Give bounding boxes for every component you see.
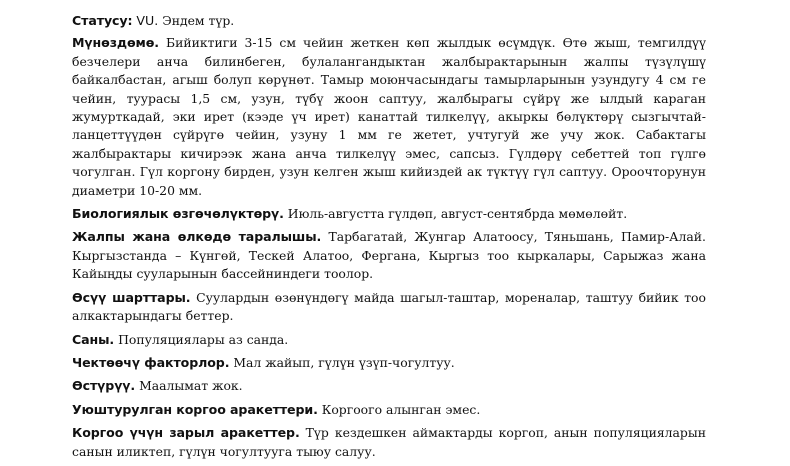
protection-needed-label: Коргоо үчүн зарыл аракеттер. (72, 425, 300, 441)
description-text: Бийиктиги 3-15 см чейин жеткен көп жылдык өсүмдүк. Өтө жыш, темгилдүү безчелери анча билинбеген, булалангандыктан жалбырактарынын жалпы түзүлүшү байкалбастан, агыш болуп көрүнөт. Тамыр моюнчасындагы тамырларынын узундугу 4 см ге чейин, туурасы 1,5 см, узун, түбү жоон саптуу, жалбырагы сүйрү же ылдый караган жумурткадай, эки ирет (кээде үч ирет) канаттай тилкелүү, акыркы бөлүктөрү сызгычтай-ланцеттүүдөн сүйрүгө чейин, узуну 1 мм ге жетет, учтугуй же учу жок. Сабактагы жалбырактары кичирээк жана анча тилкелүү эмес, сапсыз. Гүлдөрү себеттей топ гүлгө чогулган. Гүл коргону бирден, узун келген жыш кийиздей ак түктүү гүл саптуу. Ороочторунун диаметри 10-20 мм. (72, 35, 706, 198)
cultivation-label: Өстүрүү. (72, 378, 136, 394)
limiting-paragraph (72, 354, 706, 372)
biology-label: Биологиялык өзгөчөлүктөрү. (72, 206, 284, 222)
status-text: Эндем түр. (162, 13, 235, 28)
document-body (72, 12, 706, 466)
description-paragraph (72, 34, 706, 200)
distribution-paragraph (72, 228, 706, 283)
status-label: Статусу: (72, 13, 133, 28)
protection-taken-paragraph (72, 401, 706, 419)
biology-text: Июль-августта гүлдөп, август-сентябрда мөмөлөйт. (287, 206, 628, 222)
protection-needed-paragraph (72, 424, 706, 461)
limiting-label: Чектөөчү факторлор. (72, 354, 230, 370)
growth-text: Суулардын өзөнүндөгү майда шагыл-таштар, мореналар, таштуу бийик тоо алкактарындагы беттер. (72, 289, 706, 324)
growth-label: Өсүү шарттары. (72, 289, 191, 305)
growth-paragraph (72, 289, 706, 326)
status-paragraph (72, 12, 706, 30)
cultivation-text: Маалымат жок. (139, 378, 243, 394)
count-text: Популяциялары аз санда. (118, 331, 289, 347)
status-code: VU. (136, 13, 159, 28)
protection-taken-text: Коргоого алынган эмес. (321, 401, 481, 417)
protection-taken-label: Уюштурулган коргоо аракеттери. (72, 401, 318, 417)
description-label: Мүнөздөмө. (72, 35, 159, 51)
count-paragraph (72, 331, 706, 349)
limiting-text: Мал жайып, гүлүн үзүп-чогултуу. (233, 354, 455, 370)
biology-paragraph (72, 205, 706, 223)
protection-needed-text: Түр кездешкен аймактарды коргоп, анын популяцияларын санын иликтеп, гүлүн чогултууга тыюу салуу. (72, 425, 706, 459)
distribution-text: Тарбагатай, Жунгар Алатоосу, Тяньшань, Памир-Алай. Кыргызстанда – Күнгөй, Тескей Алатоо, Фергана, Кыргыз тоо кыркалары, Сарыжаз жана Кайыңды сууларынын бассейниндеги тоолор. (72, 229, 706, 282)
distribution-label: Жалпы жана өлкөдө таралышы. (72, 229, 322, 245)
cultivation-paragraph (72, 377, 706, 395)
count-label: Саны. (72, 331, 115, 347)
